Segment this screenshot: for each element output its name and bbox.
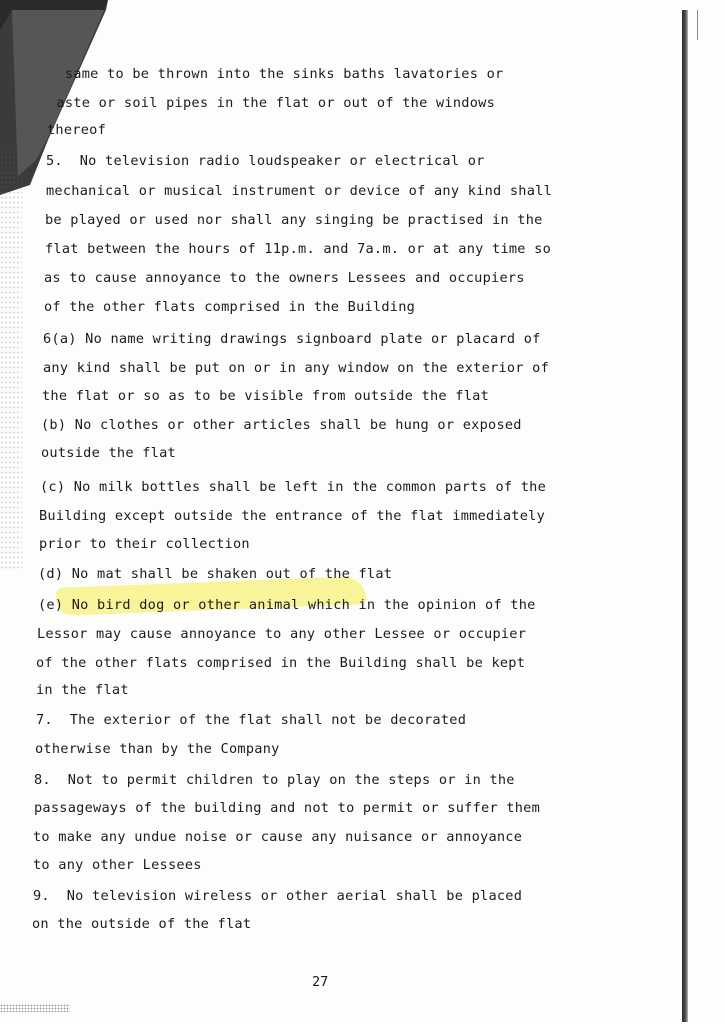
document-line: to make any undue noise or cause any nuisance or annoyance (33, 829, 523, 845)
document-line: passageways of the building and not to permit or suffer them (34, 800, 541, 816)
document-line: of the other flats comprised in the Building (44, 299, 416, 315)
document-line: mechanical or musical instrument or device of any kind shall (46, 183, 553, 199)
document-line: (c) No milk bottles shall be left in the common parts of the (40, 479, 547, 495)
document-line: to any other Lessees (33, 857, 202, 873)
document-line: on the outside of the flat (32, 916, 252, 932)
document-line: 8. Not to permit children to play on the steps or in the (34, 772, 515, 788)
document-line: as to cause annoyance to the owners Lessees and occupiers (44, 270, 525, 286)
document-line: Building except outside the entrance of the flat immediately (39, 508, 546, 524)
document-line: 5. No television radio loudspeaker or electrical or (46, 153, 485, 169)
document-line: any kind shall be put on or in any window on the exterior of (43, 360, 550, 376)
document-line: Lessor may cause annoyance to any other Lessee or occupier (37, 626, 527, 642)
document-line: (e) No bird dog or other animal which in the opinion of the (38, 597, 536, 613)
document-line: prior to their collection (39, 536, 250, 552)
document-line: otherwise than by the Company (35, 741, 280, 757)
scan-edge-speckle (0, 150, 22, 570)
scan-right-mark (697, 10, 698, 40)
scan-bottom-smudge (0, 1004, 70, 1012)
document-line: 9. No television wireless or other aerial shall be placed (33, 888, 523, 904)
page-number: 27 (312, 974, 329, 990)
document-line: (b) No clothes or other articles shall be hung or exposed (41, 417, 522, 433)
document-line: flat between the hours of 11p.m. and 7a.m. or at any time so (45, 241, 552, 257)
document-line: same to be thrown into the sinks baths lavatories or (48, 66, 504, 82)
document-line: 6(a) No name writing drawings signboard plate or placard of (43, 331, 541, 347)
document-line: the flat or so as to be visible from outside the flat (42, 388, 490, 404)
document-line: 7. The exterior of the flat shall not be decorated (36, 712, 467, 728)
document-line: (d) No mat shall be shaken out of the flat (38, 566, 393, 582)
scan-right-edge (682, 10, 688, 1022)
document-line: of the other flats comprised in the Building shall be kept (36, 655, 526, 671)
document-line: be played or used nor shall any singing be practised in the (45, 212, 543, 228)
document-line: outside the flat (41, 445, 176, 461)
document-line: aste or soil pipes in the flat or out of the windows (48, 95, 496, 111)
document-line: in the flat (36, 682, 129, 698)
document-line: thereof (47, 122, 107, 138)
